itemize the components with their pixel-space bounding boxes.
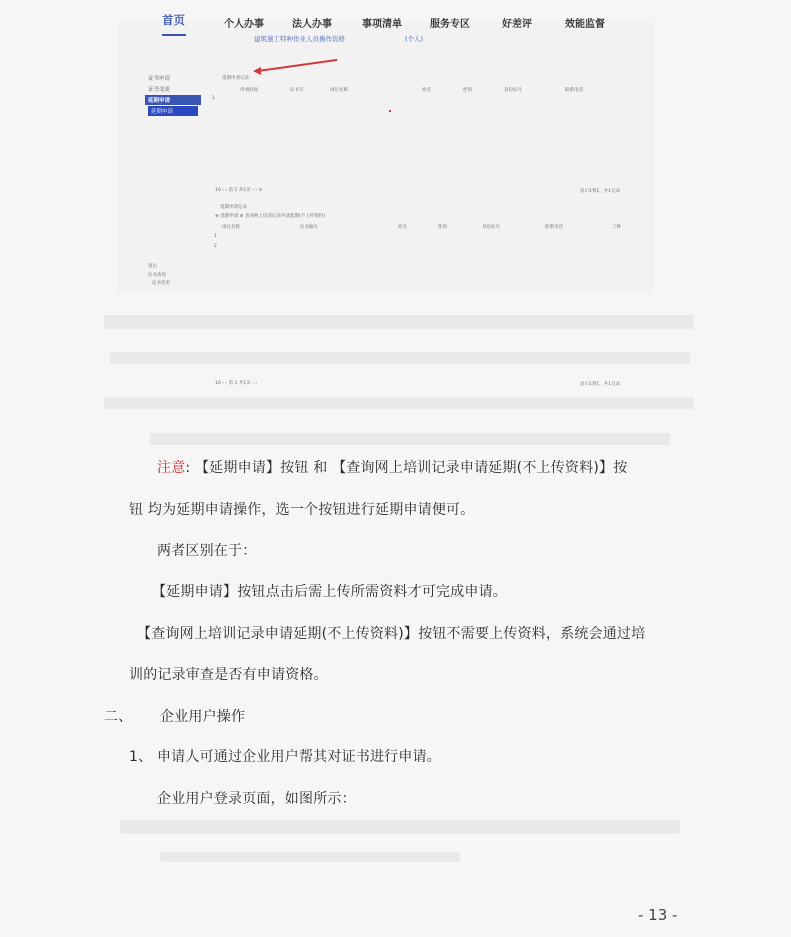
sidebar-subitem-extend[interactable]: 延期申请 [148, 106, 198, 116]
diff-item-2-cont: 训的记录审查是否有申请资格。 [129, 667, 328, 683]
nav-service[interactable]: 服务专区 [430, 19, 470, 30]
section-number: 二、 [104, 709, 133, 725]
pager[interactable]: 10 ‹ ‹ 第 1 共1页 › › ↻ [215, 188, 263, 193]
section-title: 企业用户操作 [160, 709, 246, 725]
nav-legal[interactable]: 法人办事 [292, 19, 332, 30]
pager-summary: 显示1到1，共1记录 [580, 382, 621, 387]
nav-items[interactable]: 事项清单 [362, 19, 402, 30]
note-paragraph [157, 457, 627, 477]
pager[interactable]: 10 ‹ ‹ 第 1 共1页 › › [215, 381, 258, 386]
embedded-screenshot [118, 22, 654, 294]
pager-summary: 显示1到1，共1记录 [580, 189, 621, 194]
banner-tail: (个人) [405, 35, 424, 43]
row-index: 1 [214, 234, 217, 239]
login-caption: 企业用户登录页面，如图所示： [157, 791, 356, 807]
sidebar-item-extend[interactable]: 延期申请 [145, 95, 201, 105]
nav-review[interactable]: 好差评 [502, 19, 532, 30]
col-header: 姓名 [422, 88, 431, 93]
show-through-line [110, 352, 690, 364]
col-header: 联系电话 [545, 225, 563, 230]
diff-intro: 两者区别在于： [157, 543, 257, 559]
list-item: 1、 申请人可通过企业用户帮其对证书进行申请。 [129, 749, 441, 765]
col-header: 身份证号 [482, 225, 500, 230]
nav-supervise[interactable]: 效能监督 [565, 19, 605, 30]
col-header: 证书号 [290, 88, 304, 93]
show-through-line [104, 315, 694, 329]
annotation-dot [389, 110, 391, 112]
diff-item-1: 【延期申请】按钮点击后需上传所需资料才可完成申请。 [152, 584, 507, 600]
col-header: 岗位名称 [330, 88, 348, 93]
sidebar-bottom-item[interactable]: 证书查询 [148, 273, 166, 278]
col-header: 身份证号 [504, 88, 522, 93]
row-index: 1 [212, 96, 215, 101]
col-header: 性别 [438, 225, 447, 230]
banner-text: 建筑施工特种作业人员操作资格 [254, 35, 345, 43]
col-header: 联系电话 [565, 88, 583, 93]
show-through-line [104, 397, 694, 409]
note-text: : 【延期申请】按钮 和 【查询网上培训记录申请延期(不上传资料)】按 [185, 460, 628, 476]
diff-item-2: 【查询网上培训记录申请延期(不上传资料)】按钮不需要上传资料，系统会通过培 [137, 626, 646, 642]
nav-personal[interactable]: 个人办事 [224, 19, 264, 30]
action-buttons[interactable]: ⊕ 延期申请 ⊕ 查询网上培训记录申请延期(不上传资料) [215, 214, 325, 219]
note-line-2: 钮 均为延期申请操作，选一个按钮进行延期申请便可。 [129, 502, 475, 518]
table-title: 延期申请记录 [222, 76, 249, 81]
show-through-line [150, 433, 670, 445]
service-banner [254, 34, 423, 43]
show-through-line [120, 820, 680, 834]
nav-home-underline [162, 34, 186, 36]
sidebar-item-change[interactable]: 证书变更 [148, 87, 171, 93]
note-label: 注意 [157, 460, 186, 476]
section-label: 延期申请记录 [220, 205, 247, 210]
col-header: 岗位名称 [222, 225, 240, 230]
col-header: 姓名 [398, 225, 407, 230]
col-header: 性别 [463, 88, 472, 93]
sidebar-bottom-item[interactable]: 退出 [148, 264, 157, 269]
show-through-line [160, 852, 460, 862]
col-header: 工种 [612, 225, 621, 230]
row-index: 2 [214, 244, 217, 249]
page-number: - 13 - [638, 906, 678, 924]
sidebar-item-apply[interactable]: 证书申请 [148, 76, 171, 82]
nav-home[interactable]: 首页 [162, 13, 185, 27]
col-header: 申请时间 [240, 88, 258, 93]
sidebar-bottom-item[interactable]: 证书变更 [152, 281, 170, 286]
col-header: 证书编号 [300, 225, 318, 230]
